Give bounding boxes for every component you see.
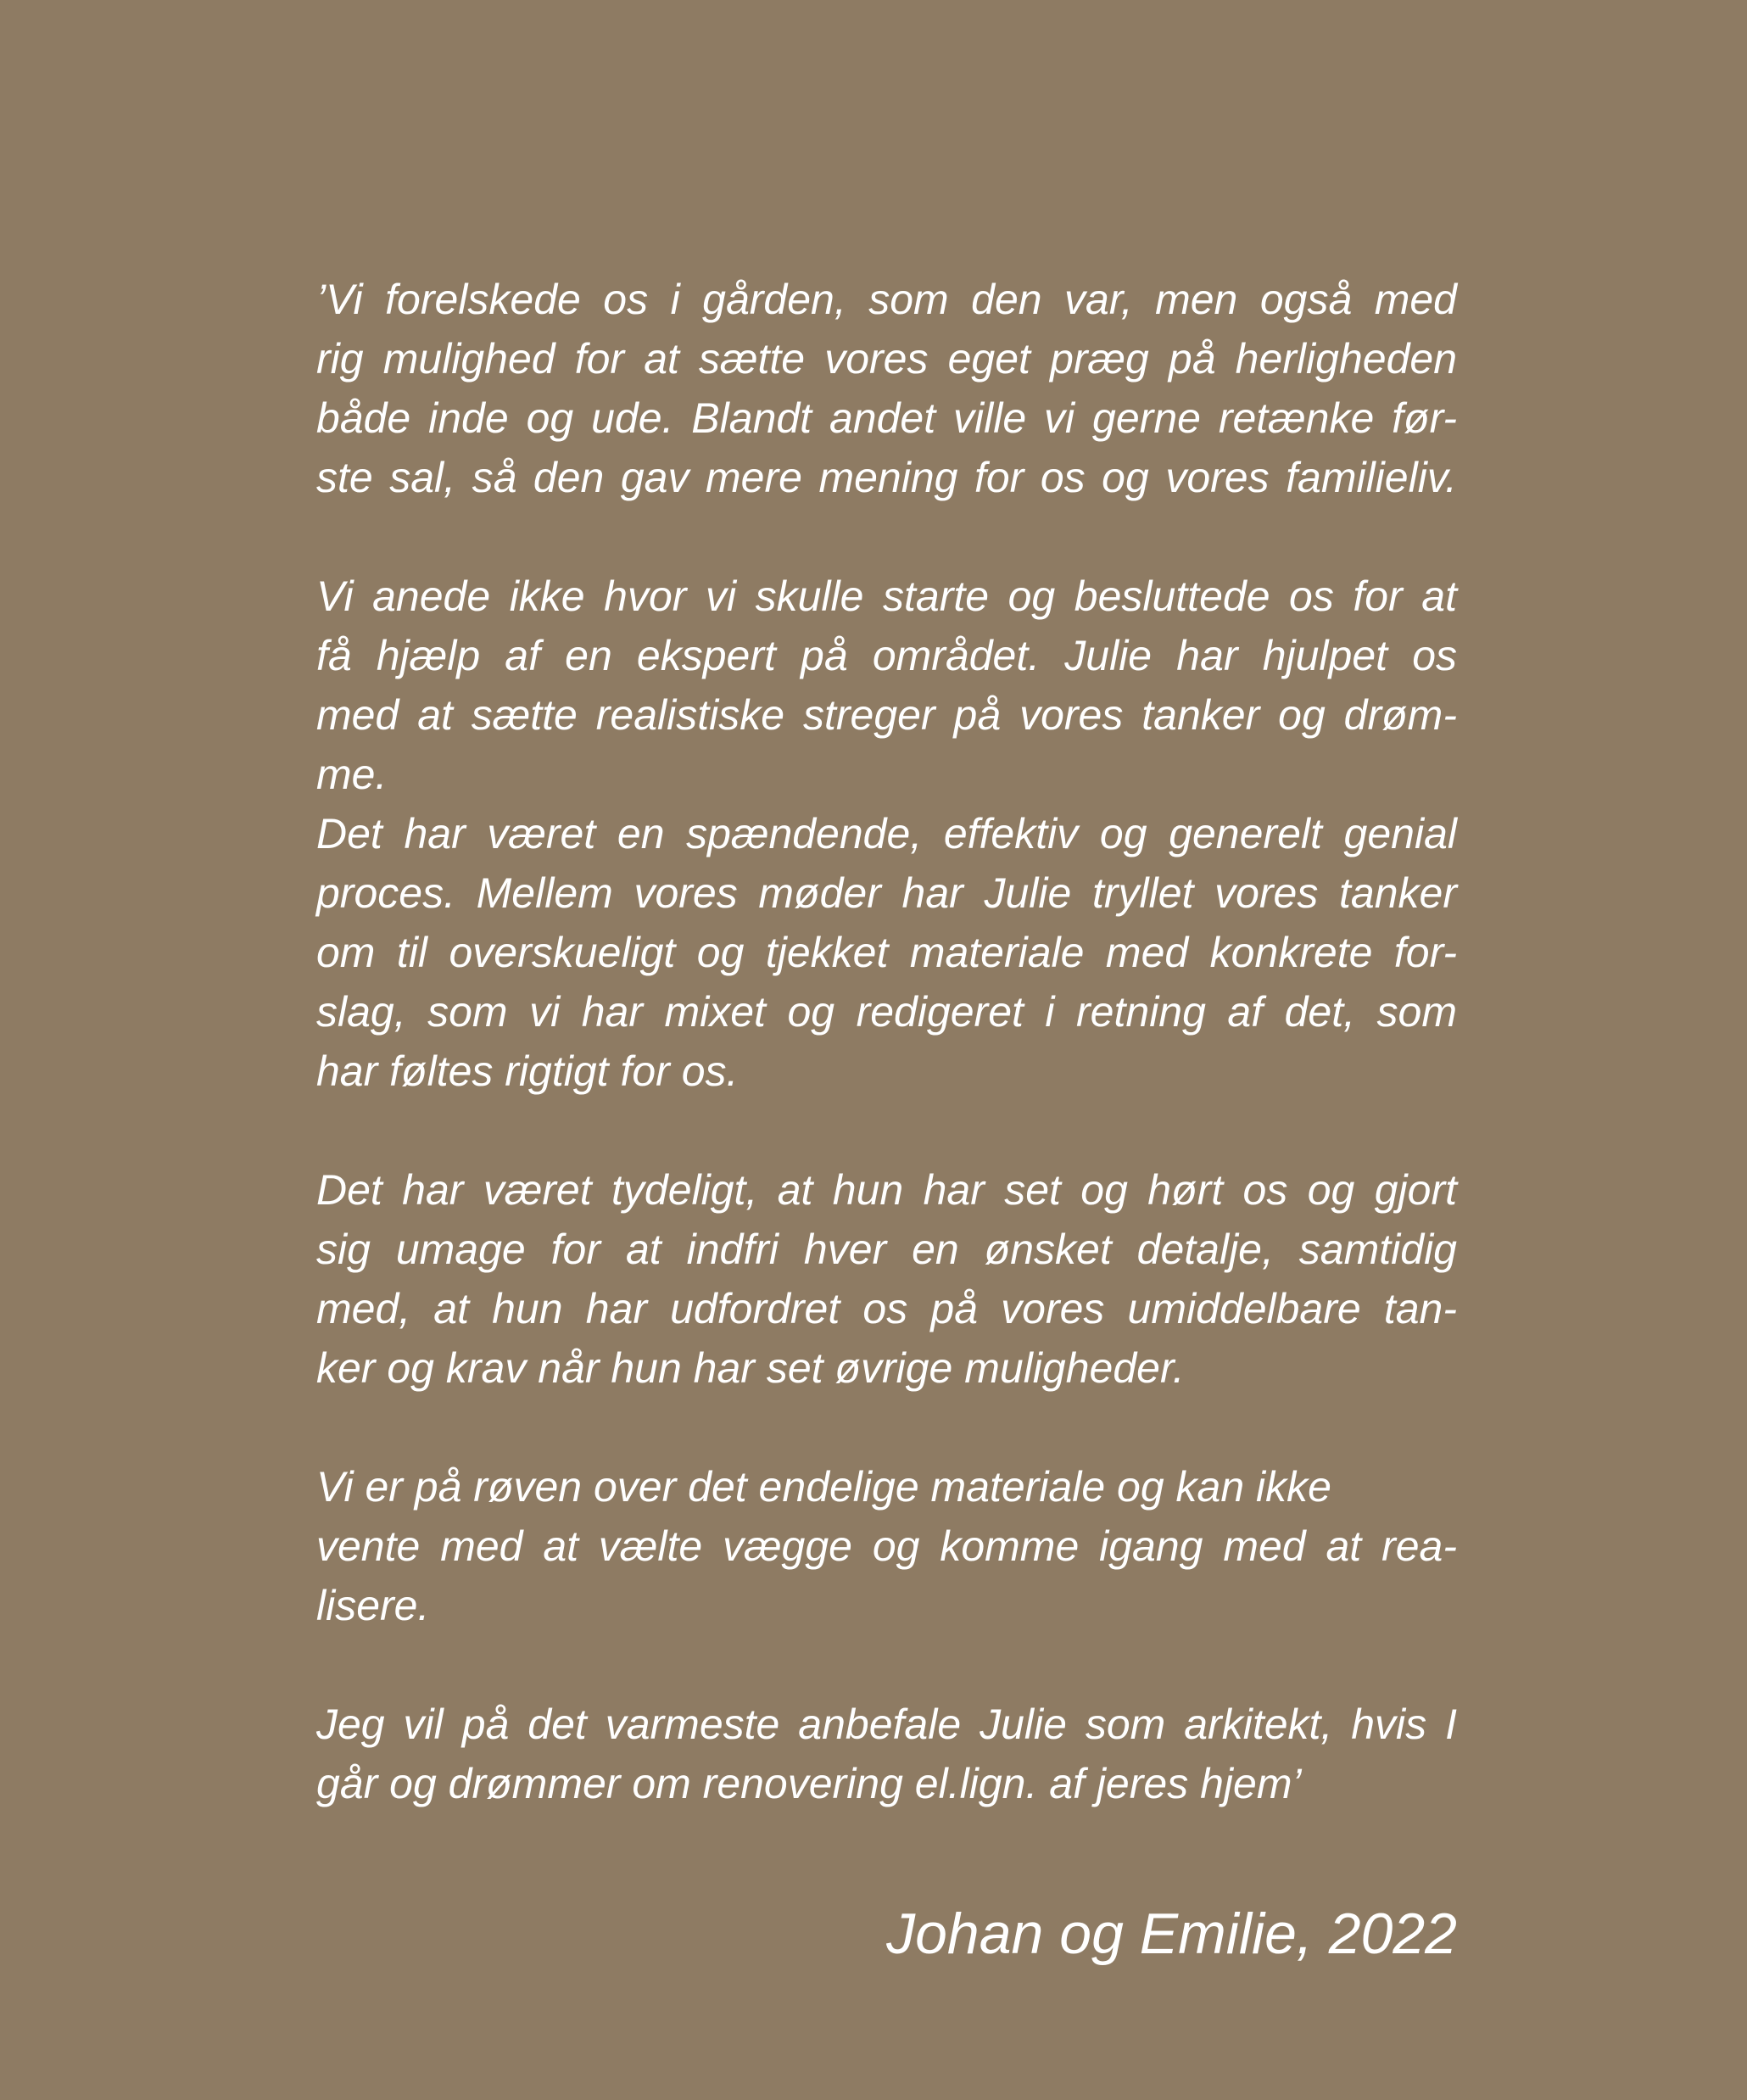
quote-line: få hjælp af en ekspert på området. Julie har hjulpet os bbox=[316, 632, 1457, 679]
quote-line: Vi anede ikke hvor vi skulle starte og besluttede os for at bbox=[316, 572, 1457, 620]
quote-line: Det har været en spændende, effektiv og generelt genial bbox=[316, 810, 1457, 857]
paragraph-gap bbox=[316, 507, 1457, 567]
quote-line: Jeg vil på det varmeste anbefale Julie som arkitekt, hvis I bbox=[316, 1701, 1457, 1748]
paragraph-gap bbox=[316, 1101, 1457, 1160]
quote-line: proces. Mellem vores møder har Julie tryllet vores tanker bbox=[316, 869, 1457, 917]
quote-line: går og drømmer om renovering el.lign. af jeres hjem’ bbox=[316, 1760, 1302, 1807]
quote-line: med at sætte realistiske streger på vores tanker og drøm- bbox=[316, 691, 1457, 739]
quote-line: ’Vi forelskede os i gården, som den var, men også med bbox=[316, 276, 1457, 323]
quote-line: om til overskueligt og tjekket materiale med konkrete for- bbox=[316, 929, 1457, 976]
quote-line: Det har været tydeligt, at hun har set og hørt os og gjort bbox=[316, 1166, 1457, 1214]
quote-line: vente med at vælte vægge og komme igang med at rea- bbox=[316, 1522, 1457, 1570]
quote-line: lisere. bbox=[316, 1582, 430, 1629]
quote-line: slag, som vi har mixet og redigeret i retning af det, som bbox=[316, 988, 1457, 1036]
quote-line: rig mulighed for at sætte vores eget præg på herligheden bbox=[316, 335, 1457, 383]
paragraph-gap bbox=[316, 1398, 1457, 1457]
quote-line: med, at hun har udfordret os på vores umiddelbare tan- bbox=[316, 1285, 1457, 1332]
testimonial-quote bbox=[316, 270, 1457, 1813]
testimonial-signature: Johan og Emilie, 2022 bbox=[886, 1902, 1457, 1966]
quote-line: Vi er på røven over det endelige materiale og kan ikke bbox=[316, 1463, 1331, 1511]
quote-line: ker og krav når hun har set øvrige muligheder. bbox=[316, 1344, 1185, 1392]
quote-line: ste sal, så den gav mere mening for os og vores familieliv. bbox=[316, 454, 1457, 501]
quote-line: me. bbox=[316, 751, 388, 798]
quote-line: både inde og ude. Blandt andet ville vi gerne retænke før- bbox=[316, 394, 1457, 442]
paragraph-gap bbox=[316, 1635, 1457, 1695]
quote-line: sig umage for at indfri hver en ønsket detalje, samtidig bbox=[316, 1226, 1457, 1273]
quote-line: har føltes rigtigt for os. bbox=[316, 1047, 739, 1095]
